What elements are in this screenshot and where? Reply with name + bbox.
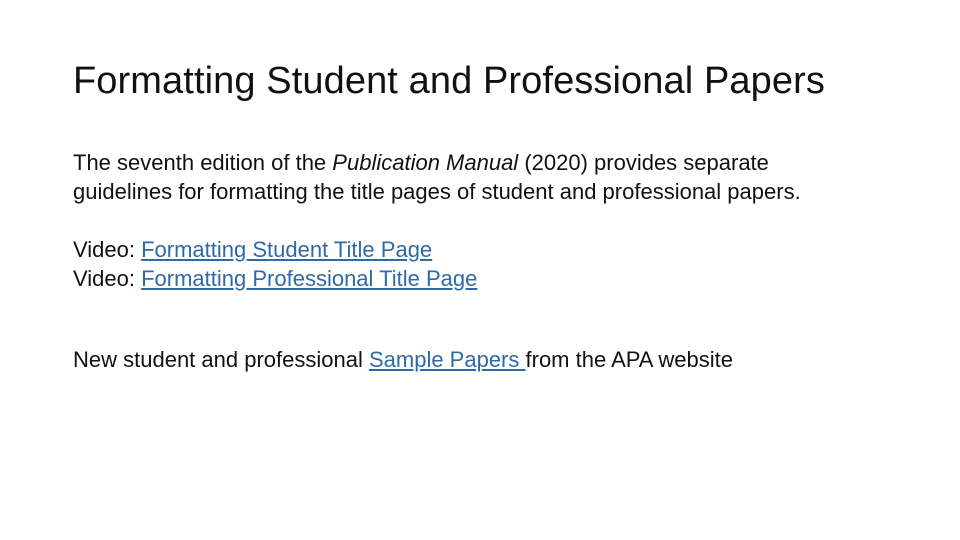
sample-text-after: from the APA website [525, 347, 733, 372]
slide-title: Formatting Student and Professional Papers [73, 60, 825, 102]
spacer [73, 322, 833, 345]
video-prefix: Video: [73, 237, 142, 262]
publication-manual-title: Publication Manual [332, 150, 519, 175]
video-line-student [73, 235, 833, 264]
spacer [73, 293, 833, 322]
student-title-page-video-link[interactable]: Formatting Student Title Page [141, 237, 433, 262]
intro-text-after: (2020) provides separate guidelines for formatting the title pages of student and professional papers. [73, 150, 801, 204]
sample-text-before: New student and professional [73, 347, 369, 372]
video-prefix: Video: [73, 266, 142, 291]
professional-title-page-video-link[interactable]: Formatting Professional Title Page [141, 266, 478, 291]
slide-body [73, 148, 833, 374]
intro-paragraph [73, 148, 833, 206]
intro-text-before: The seventh edition of the [73, 150, 333, 175]
sample-papers-link[interactable]: Sample Papers [368, 347, 526, 372]
spacer [73, 206, 833, 235]
sample-papers-line [73, 345, 833, 374]
video-line-professional [73, 264, 833, 293]
